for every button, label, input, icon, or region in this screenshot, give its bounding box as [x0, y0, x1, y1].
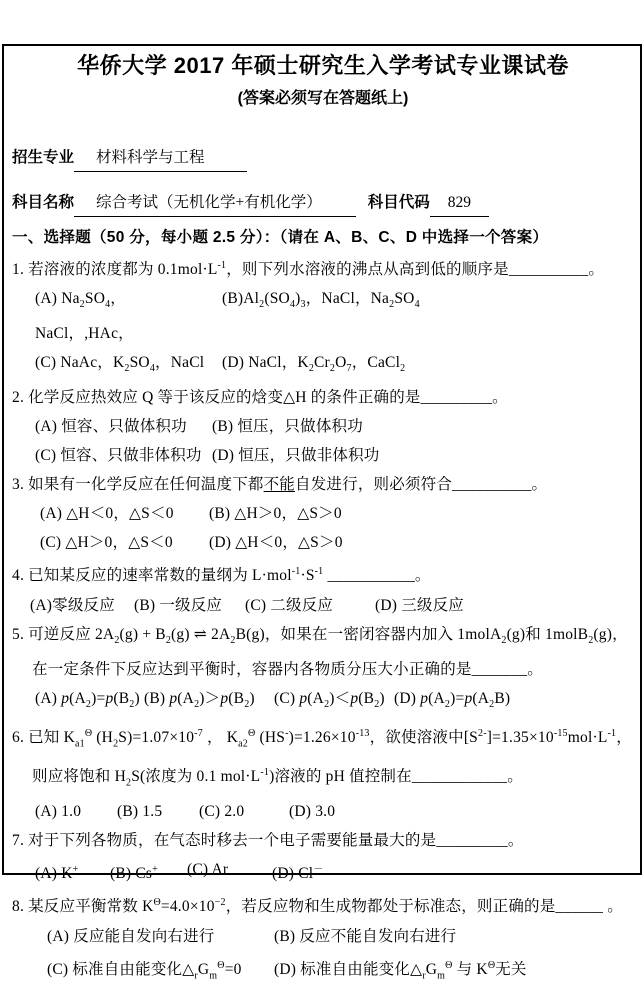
question-options-row	[12, 528, 634, 557]
option-c: (C) NaAc，$K_2SO_4$，NaCl	[35, 354, 205, 375]
question-stem: 5. 可逆反应 $2A_2(g) + B_2(g)$ ⇌ $2A_2B(g)$，如果在一密闭容器内加入 1molA$_2$(g)和 1molB$_2$(g)，在一定条件下反应达到平衡时，容器内各物质分压大小正确的是_______。	[12, 625, 628, 678]
option-d: (D) 三级反应	[375, 596, 464, 614]
question-options-row	[12, 441, 634, 470]
question-options-row	[12, 797, 634, 826]
subject-row	[12, 191, 634, 217]
question-stem: 7. 对于下列各物质，在气态时移去一个电子需要能量最大的是_________。	[12, 832, 524, 850]
option-d: (D) $p(A_2)=p(A_2B)$	[394, 689, 511, 710]
question-5	[12, 620, 634, 719]
question-options-row	[12, 348, 634, 383]
question-options-row	[12, 284, 634, 348]
option-b: (B) 恒压，只做体积功	[212, 418, 363, 436]
exam-paper-sheet	[2, 44, 642, 981]
question-1	[12, 251, 634, 383]
question-options-row	[12, 684, 634, 719]
question-stem: 8. 某反应平衡常数 $K^\Theta=4.0\times 10^{-2}$，若反应物和生成物都处于标准态，则正确的是______ 。	[12, 897, 623, 916]
code-value: 829	[430, 191, 489, 217]
question-stem: 2. 化学反应热效应 Q 等于该反应的焓变△H 的条件正确的是_________。	[12, 389, 508, 407]
subject-value: 综合考试（无机化学+有机化学）	[74, 191, 356, 217]
section-heading: 一、选择题（50 分，每小题 2.5 分）：（请在 A、B、C、D 中选择一个答案）	[12, 229, 549, 246]
question-stem: 6. 已知 $K_{a1}^\Theta$ $(H_2S)=1.07\times 10^{-7}$ ， $K_{a2}^\Theta$ $(HS^-)=1.26\times 10^{-13}$，欲使溶液中$[S^{2-}]=1.35\times 10^{-15}mol\cdot L^{-1}$，则应将饱和 $H_2S$(浓度为 0.1 $mol\cdot L^{-1}$)溶液的 pH 值控制在____________。	[12, 727, 632, 789]
option-b: (B) $p(A_2)>p(B_2)$	[144, 689, 255, 710]
question-options-row	[12, 591, 634, 620]
option-a: (A) 1.0	[35, 803, 82, 821]
code-label: 科目代码	[367, 194, 430, 211]
option-a: (A)零级反应	[30, 596, 115, 614]
question-options-row	[12, 412, 634, 441]
option-a: (A) $p(A_2)=p(B_2)$	[35, 689, 140, 710]
option-c: (C) 恒容、只做非体积功	[35, 447, 202, 465]
option-d: (D) Cl－	[272, 864, 324, 883]
option-c: (C) △H＞0，△S＜0	[40, 534, 173, 552]
option-d: (D) 恒压，只做非体积功	[212, 447, 380, 465]
option-a: (A) $Na_2SO_4$，NaCl，,HAc，	[35, 290, 134, 343]
option-c: (C) $p(A_2)<p(B_2)$	[274, 689, 385, 710]
answer-sheet-note: (答案必须写在答题纸上)	[237, 90, 409, 107]
option-c: (C) 2.0	[199, 803, 245, 821]
question-options-row	[12, 922, 634, 951]
question-stem: 3. 如果有一化学反应在任何温度下都不能自发进行，则必须符合__________。	[12, 476, 548, 494]
question-2	[12, 383, 634, 470]
option-a: (A) △H＜0，△S＜0	[40, 505, 174, 523]
option-d: (D) △H＜0，△S＞0	[209, 534, 343, 552]
question-options-row	[12, 499, 634, 528]
option-b: (B) Cs+	[110, 864, 158, 883]
major-row	[12, 146, 634, 172]
major-value: 材料科学与工程	[74, 146, 247, 172]
option-a: (A) K+	[35, 864, 79, 883]
question-6	[12, 719, 634, 827]
option-a: (A) 反应能自发向右进行	[47, 927, 215, 945]
question-4	[12, 557, 634, 619]
question-options-row	[12, 855, 634, 888]
option-b: (B) 一级反应	[134, 596, 223, 614]
option-b: (B) 反应不能自发向右进行	[274, 927, 457, 945]
option-b: $(B)Al_2(SO_4)_3$，NaCl，$Na_2SO_4$	[222, 290, 420, 311]
option-c: (C) 二级反应	[245, 596, 334, 614]
question-options-row	[12, 951, 634, 990]
major-label: 招生专业	[12, 149, 75, 166]
question-stem: 1. 若溶液的浓度都为 $0.1mol\cdot L^{-1}$，则下列水溶液的沸点从高到低的顺序是__________。	[12, 260, 605, 279]
page-title: 华侨大学 2017 年硕士研究生入学考试专业课试卷	[77, 53, 569, 78]
subject-label: 科目名称	[12, 194, 75, 211]
option-a: (A) 恒容、只做体积功	[35, 418, 187, 436]
question-7	[12, 826, 634, 888]
question-8	[12, 888, 634, 989]
option-c: (C) Ar	[187, 861, 229, 879]
option-b: (B) 1.5	[117, 803, 163, 821]
option-c: (C) 标准自由能变化$\triangle_rG_m^\Theta=0$	[47, 959, 242, 981]
option-d: (D) 标准自由能变化$\triangle_rG_m^\Theta$ 与 $K^\Theta$无关	[274, 959, 527, 981]
question-stem: 4. 已知某反应的速率常数的量纲为 $L\cdot mol^{-1}\cdot S^{-1}$ ___________。	[12, 566, 431, 585]
option-d: (D) NaCl，$K_2Cr_2O_7$，CaCl$_2$	[222, 354, 406, 375]
option-d: (D) 3.0	[289, 803, 336, 821]
questions-area	[12, 251, 634, 990]
option-b: (B) △H＞0，△S＞0	[209, 505, 342, 523]
question-3	[12, 470, 634, 557]
